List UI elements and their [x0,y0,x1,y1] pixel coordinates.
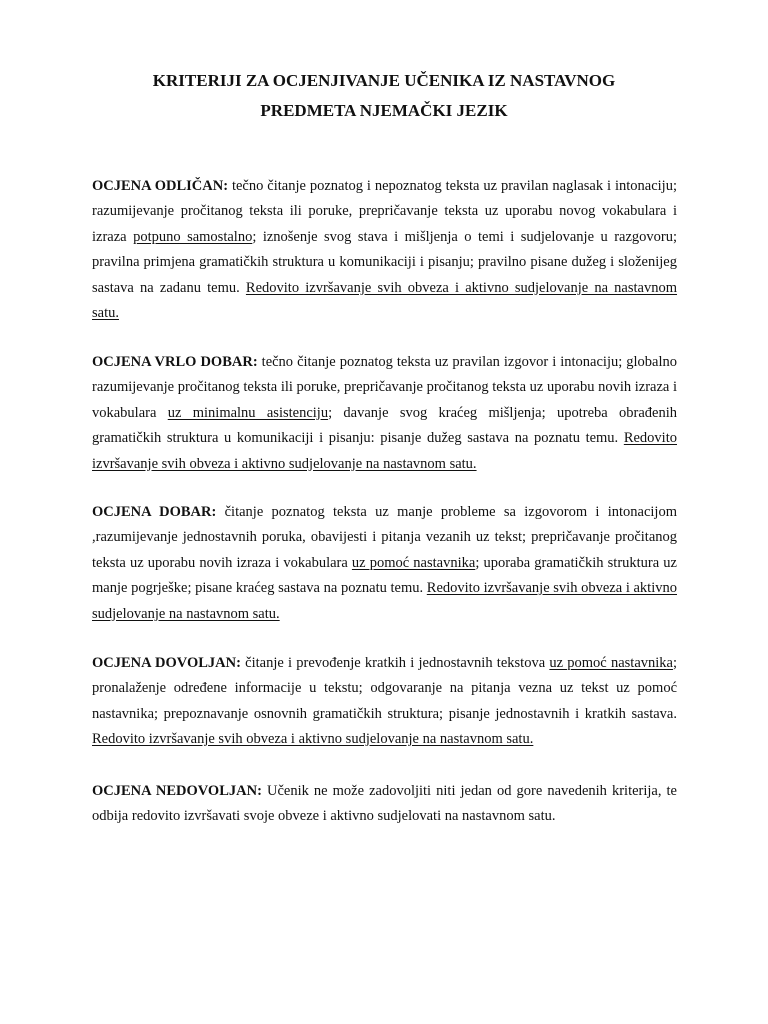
title-line-1: KRITERIJI ZA OCJENJIVANJE UČENIKA IZ NASTAVNOG [152,71,616,90]
grade-excellent-paragraph [92,174,677,327]
grade-sufficient-paragraph [92,651,677,753]
criteria-text: ; iznošenje svog stava i mišljenja o temi i sudjelovanje u razgovoru; pravilna primjena gramatičkih struktura u komunikaciji i pisanju; pravilno pisane dužeg i složenijeg sastava na zadanu temu. [92,228,677,296]
criteria-text: tečno čitanje poznatog i nepoznatog teksta uz pravilan naglasak i intonaciju; razumijevanje pročitanog teksta ili poruke, prepričavanje teksta uz uporabu novog vokabulara i izraza [92,177,677,245]
criteria-text: čitanje poznatog teksta uz manje probleme sa izgovorom i intonacijom ,razumijevanje jednostavnih poruka, obavijesti i pitanja vezanih uz tekst; prepričavanje pročitanog teksta uz uporabu novih izraza i vokabulara [92,503,677,571]
criteria-text: tečno čitanje poznatog teksta uz pravilan izgovor i intonaciju; globalno razumijevanje pročitanog teksta ili poruke, prepričavanje pročitanog teksta uz uporabu novih izraza i vokabulara [92,353,678,421]
criteria-text: Učenik ne može zadovoljiti niti jedan od gore navedenih kriterija, te odbija redovito izvršavati svoje obveze i aktivno sudjelovati na nastavnom satu. [92,782,677,824]
obligations-text: Redovito izvršavanje svih obveza i aktivno sudjelovanje na nastavnom satu. [92,731,534,747]
emphasis-text: uz pomoć nastavnika [351,554,476,571]
criteria-text: ; uporaba gramatičkih struktura uz manje pogrješke; pisane kraćeg sastava na poznatu temu. [92,554,677,596]
criteria-text: ; pronalaženje određene informacije u tekstu; odgovaranje na pitanja vezna uz tekst uz pomoć nastavnika; prepoznavanje osnovnih gramatičkih struktura; pisanje jednostavnih i kratkih sastava. [92,654,677,722]
grade-label: OCJENA NEDOVOLJAN: [92,782,262,799]
grade-good-paragraph [92,500,677,628]
emphasis-text: potpuno samostalno [133,228,253,245]
obligations-text: Redovito izvršavanje svih obveza i aktivno sudjelovanje na nastavnom satu. [92,430,677,472]
grade-label: OCJENA VRLO DOBAR: [92,353,258,370]
criteria-text: čitanje i prevođenje kratkih i jednostavnih tekstova [240,654,550,671]
title-line-2: PREDMETA NJEMAČKI JEZIK [260,101,508,120]
obligations-text: Redovito izvršavanje svih obveza i aktivno sudjelovanje na nastavnom satu. [92,279,678,321]
document-title [80,66,688,126]
emphasis-text: uz minimalnu asistenciju [167,404,329,421]
grade-label: OCJENA DOBAR: [92,503,217,520]
grade-label: OCJENA DOVOLJAN: [92,654,241,671]
emphasis-text: uz pomoć nastavnika [549,654,673,671]
criteria-text: ; davanje svog kraćeg mišljenja; upotreba obrađenih gramatičkih struktura u komunikaciji i pisanju: pisanje dužeg sastava na poznatu temu. [92,404,677,446]
grade-very-good-paragraph [92,350,677,478]
grade-insufficient-paragraph [92,779,677,830]
grade-label: OCJENA ODLIČAN: [92,177,229,194]
obligations-text: Redovito izvršavanje svih obveza i aktivno sudjelovanje na nastavnom satu. [92,580,677,622]
